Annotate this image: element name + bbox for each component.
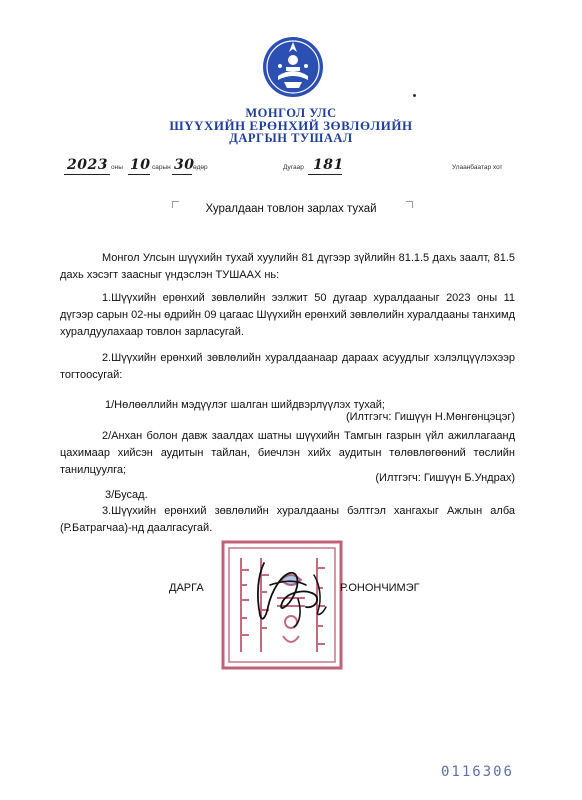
intro-paragraph: Монгол Улсын шүүхийн тухай хуулийн 81 дүгээр зүйлийн 81.1.5 дахь заалт, 81.5 дахь хэсэгт заасныг үндэслэн ТУШААХ нь: — [60, 252, 515, 281]
agenda-item-2-presenter: (Илтгэгч: Гишүүн Б.Ундрах) — [375, 472, 515, 484]
header-country: МОНГОЛ УЛС — [245, 106, 337, 120]
signatory-position: ДАРГА — [169, 582, 204, 594]
meta-number: 181 — [313, 157, 344, 173]
agenda-item-1-presenter: (Илтгэгч: Гишүүн Н.Мөнгөнцэцэг) — [345, 411, 515, 423]
agenda-item-3: 3/Бусад. — [105, 489, 148, 501]
meta-city: Улаанбаатар хот — [452, 164, 503, 171]
meta-month: 10 — [130, 157, 151, 173]
meta-year-suffix: оны — [111, 164, 123, 171]
meta-year: 2023 — [67, 157, 108, 173]
meta-number-label: Дугаар — [283, 164, 304, 171]
agenda-item-2: 2/Анхан болон давж заалдах шатны шүүхийн Тамгын газрын үйл ажиллагаанд цахимаар хийсэн аудитын тайлан, биечлэн хийх аудитын төлөвлөгөөний төслийн танилцуулга; — [60, 430, 515, 476]
header-order-title: ДАРГЫН ТУШААЛ — [229, 131, 353, 145]
agenda-item-1: 1/Нөлөөллийн мэдүүлэг шалган шийдвэрлүүлэх тухай; — [105, 399, 385, 411]
meta-month-suffix: сарын — [152, 164, 171, 171]
item-1-paragraph: 1.Шүүхийн ерөнхий зөвлөлийн ээлжит 50 дугаар хуралдааныг 2023 оны 11 дүгээр сарын 02-ны өдрийн 09 цагаас Шүүхийн ерөнхий зөвлөлийн хуралдааны танхимд хуралдуулахаар товлон зарласугай. — [60, 292, 515, 338]
handwritten-signature — [236, 555, 336, 630]
item-2-paragraph: 2.Шүүхийн ерөнхий зөвлөлийн хуралдаанаар дараах асуудлыг хэлэлцүүлэхээр тогтоосугай: — [60, 352, 515, 381]
meta-day: 30 — [174, 157, 195, 173]
signatory-name: Р.ОНОНЧИМЭГ — [340, 582, 420, 594]
item-3-paragraph: 3.Шүүхийн ерөнхий зөвлөлийн хуралдааны бэлтгэл хангахыг Ажлын алба (Р.Батрагчаа)-нд даалгасугай. — [60, 505, 515, 534]
serial-number-stamp: 0116306 — [440, 764, 514, 780]
ink-dot — [413, 94, 416, 97]
meta-day-suffix: өдөр — [193, 164, 208, 171]
state-emblem-icon — [262, 36, 324, 98]
header-council: ШҮҮХИЙН ЕРӨНХИЙ ЗӨВЛӨЛИЙН — [169, 118, 413, 133]
document-title: Хуралдаан товлон зарлах тухай — [205, 203, 377, 215]
